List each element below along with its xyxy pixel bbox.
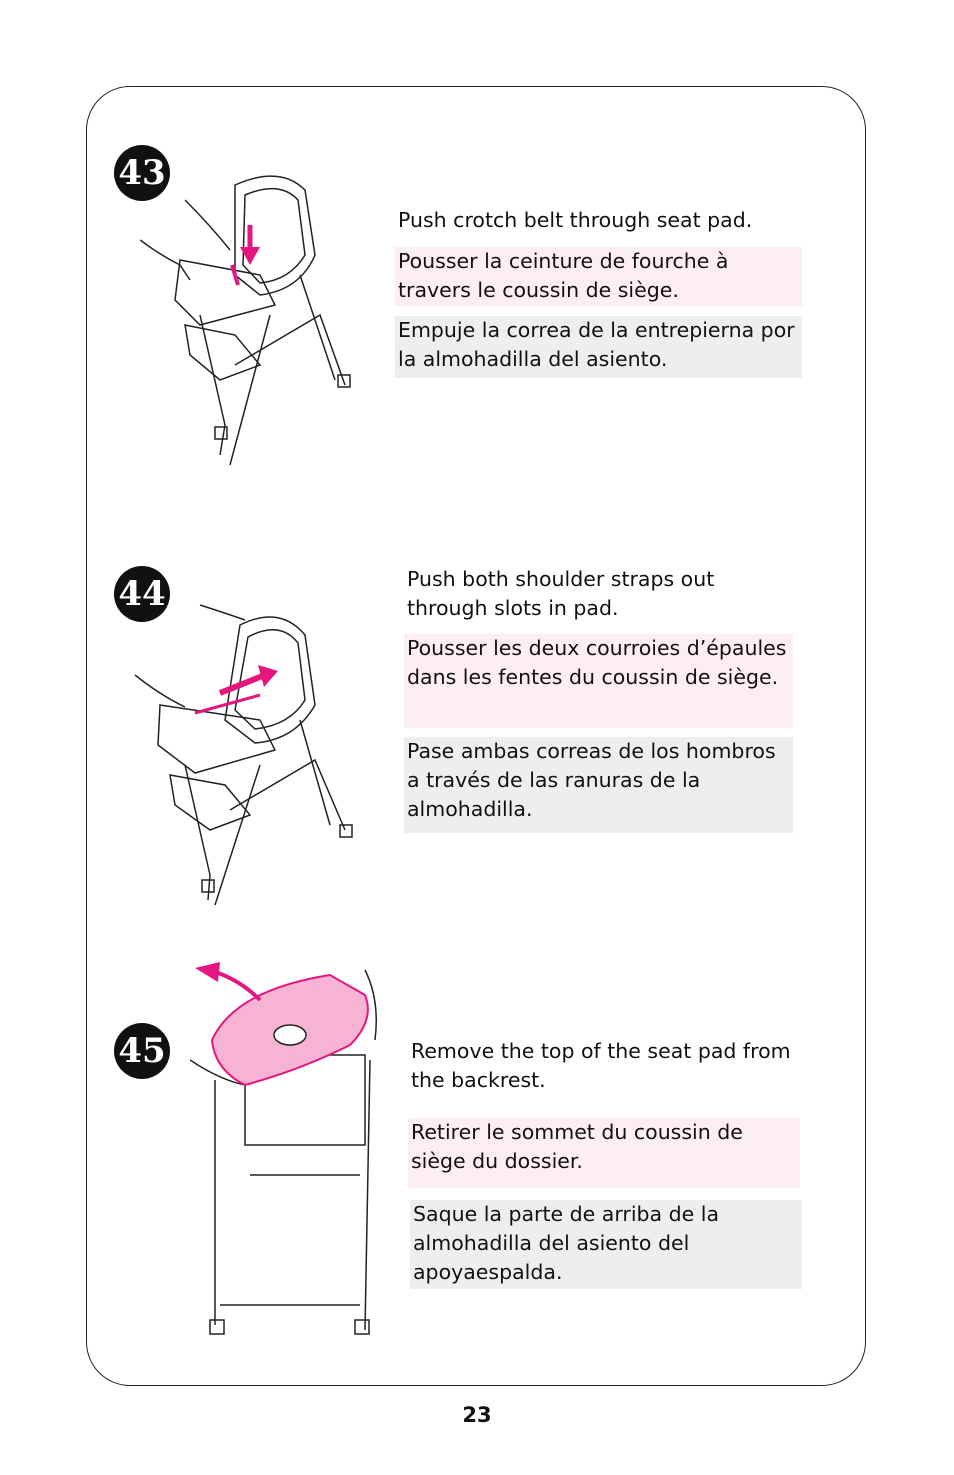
step-number-badge: 43: [114, 145, 170, 201]
instruction-fr: Pousser la ceinture de fourche à travers le coussin de siège.: [395, 247, 802, 306]
instruction-es: Saque la parte de arriba de la almohadilla del asiento del apoyaespalda.: [410, 1200, 802, 1289]
page-number: 23: [462, 1403, 492, 1427]
instruction-es: Empuje la correa de la entrepierna por la almohadilla del asiento.: [395, 316, 802, 378]
instruction-en: Push both shoulder straps out through slots in pad.: [407, 567, 715, 620]
high-chair-crotch-belt-illustration: [140, 165, 370, 465]
instruction-fr: Retirer le sommet du coussin de siège du dossier.: [408, 1118, 800, 1188]
instruction-en: Remove the top of the seat pad from the backrest.: [411, 1039, 791, 1092]
instruction-es: Pase ambas correas de los hombros a través de las ranuras de la almohadilla.: [404, 737, 793, 833]
step-number-badge: 45: [114, 1023, 170, 1079]
step-number-badge: 44: [114, 566, 170, 622]
instruction-fr: Pousser les deux courroies d’épaules dans les fentes du coussin de siège.: [404, 634, 793, 728]
high-chair-remove-pad-illustration: [190, 960, 400, 1345]
high-chair-shoulder-straps-illustration: [130, 595, 370, 915]
instruction-en: Push crotch belt through seat pad.: [398, 208, 753, 232]
